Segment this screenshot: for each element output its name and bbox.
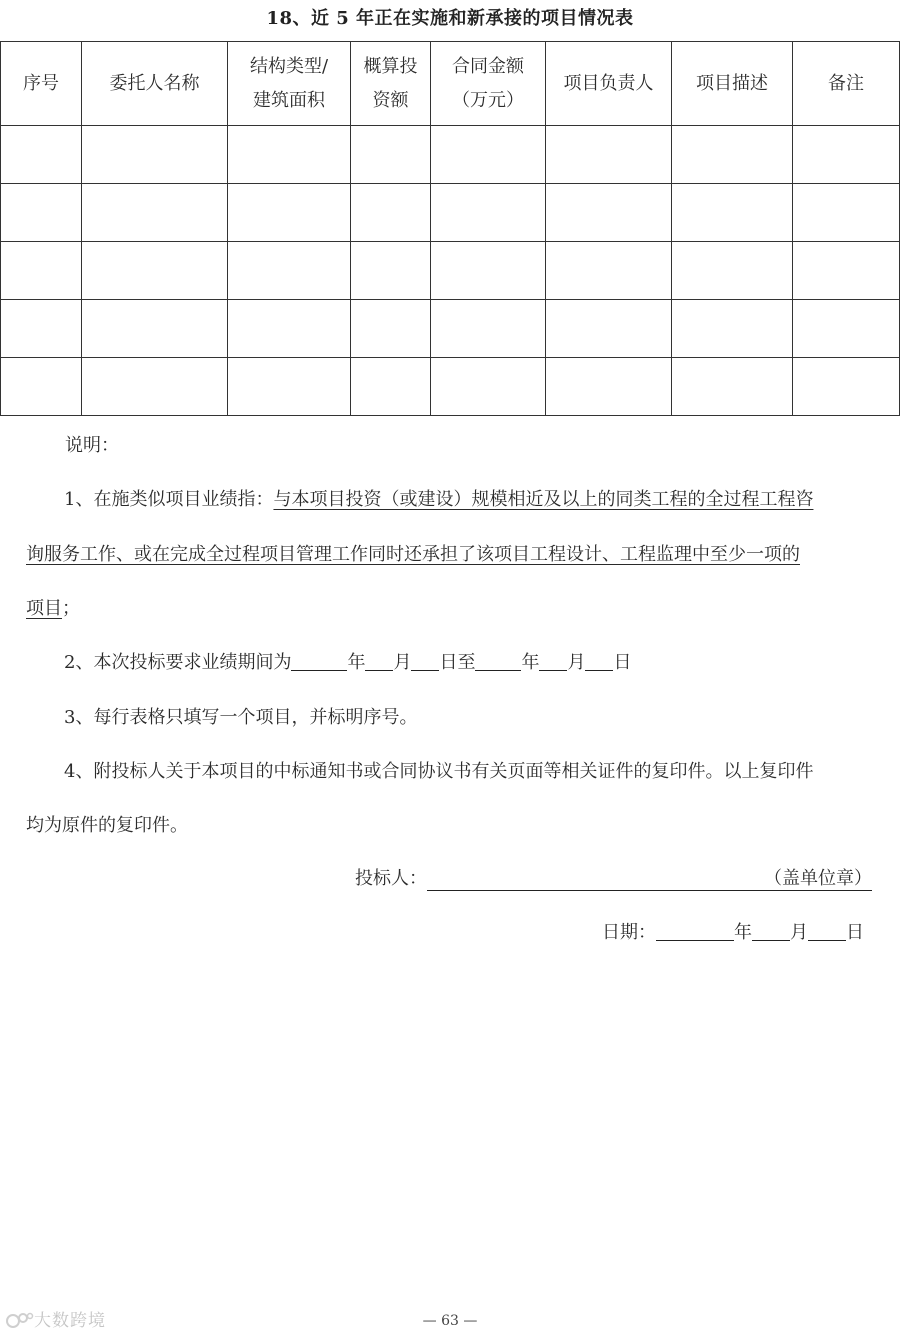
blank-sign-day[interactable] — [808, 922, 846, 941]
label-year: 年 — [347, 652, 366, 673]
blank-end-month[interactable] — [539, 652, 567, 671]
note-item-1-underlined-c: 项目 — [26, 598, 62, 619]
notes-heading: 说明： — [65, 435, 119, 456]
table-cell[interactable] — [228, 300, 351, 358]
blank-start-month[interactable] — [365, 652, 393, 671]
table-cell[interactable] — [351, 126, 431, 184]
table-cell[interactable] — [431, 242, 546, 300]
table-cell[interactable] — [793, 300, 900, 358]
table-cell[interactable] — [672, 300, 793, 358]
column-header — [82, 42, 228, 126]
table-cell[interactable] — [431, 300, 546, 358]
note-item-1-line-2 — [26, 540, 800, 566]
table-cell[interactable] — [351, 242, 431, 300]
table-cell[interactable] — [82, 126, 228, 184]
table-cell[interactable] — [546, 184, 672, 242]
column-header-line: 合同金额 — [452, 55, 524, 77]
note-item-3: 3、每行表格只填写一个项目，并标明序号。 — [64, 707, 418, 728]
sign-month-label: 月 — [790, 922, 808, 943]
table-cell[interactable] — [546, 300, 672, 358]
note-item-1-underlined-b: 询服务工作、或在完成全过程项目管理工作同时还承担了该项目工程设计、工程监理中至少一项的 — [26, 544, 800, 565]
note-item-2-prefix: 2、本次投标要求业绩期间为 — [64, 652, 292, 673]
column-header-line: 项目描述 — [696, 72, 768, 94]
table-row — [1, 242, 900, 300]
column-header — [672, 42, 793, 126]
note-item-1-underlined-a: 与本项目投资（或建设）规模相近及以上的同类工程的全过程工程咨 — [273, 489, 814, 510]
page-number: — 63 — — [422, 1313, 478, 1329]
note-item-1-end: ； — [62, 598, 80, 619]
table-cell[interactable] — [351, 300, 431, 358]
column-header-line: （万元） — [452, 89, 524, 111]
table-cell[interactable] — [546, 358, 672, 416]
note-item-1-prefix: 1、在施类似项目业绩指： — [64, 489, 274, 510]
bidder-label: 投标人： — [355, 868, 427, 889]
table-cell[interactable] — [1, 126, 82, 184]
column-header-line: 序号 — [23, 72, 59, 94]
note-item-4-line-2: 均为原件的复印件。 — [26, 815, 188, 836]
table-cell[interactable] — [1, 184, 82, 242]
bidder-line — [355, 864, 872, 891]
blank-sign-year[interactable] — [656, 922, 734, 941]
label-day-to: 日至 — [439, 652, 476, 673]
table-cell[interactable] — [672, 126, 793, 184]
seal-note: （盖单位章） — [764, 868, 872, 889]
date-label: 日期： — [602, 922, 656, 943]
label-year-2: 年 — [521, 652, 540, 673]
table-cell[interactable] — [228, 242, 351, 300]
column-header-line: 结构类型/ — [249, 55, 329, 77]
column-header — [546, 42, 672, 126]
table-cell[interactable] — [793, 358, 900, 416]
table-cell[interactable] — [1, 358, 82, 416]
table-cell[interactable] — [351, 358, 431, 416]
table-cell[interactable] — [228, 358, 351, 416]
column-header — [431, 42, 546, 126]
label-month: 月 — [393, 652, 412, 673]
column-header-line: 建筑面积 — [253, 89, 325, 111]
table-row — [1, 358, 900, 416]
column-header — [351, 42, 431, 126]
table-cell[interactable] — [672, 242, 793, 300]
note-item-4-line-1: 4、附投标人关于本项目的中标通知书或合同协议书有关页面等相关证件的复印件。以上复印件 — [64, 761, 814, 782]
column-header-line: 备注 — [828, 72, 864, 94]
table-cell[interactable] — [82, 184, 228, 242]
table-cell[interactable] — [546, 242, 672, 300]
note-item-1-line-1 — [64, 485, 813, 511]
table-cell[interactable] — [431, 358, 546, 416]
label-month-2: 月 — [567, 652, 586, 673]
watermark-text: 大数跨境 — [34, 1311, 106, 1331]
table-cell[interactable] — [793, 126, 900, 184]
table-body — [1, 126, 900, 416]
table-header-row — [1, 42, 900, 126]
table-cell[interactable] — [672, 358, 793, 416]
watermark — [6, 1306, 106, 1331]
date-line — [602, 918, 864, 944]
bidder-signature-field[interactable] — [427, 864, 872, 891]
column-header-line: 概算投 — [363, 55, 418, 77]
table-cell[interactable] — [672, 184, 793, 242]
blank-start-year[interactable] — [291, 652, 347, 671]
column-header — [1, 42, 82, 126]
column-header-line: 资额 — [372, 89, 409, 111]
table-cell[interactable] — [228, 126, 351, 184]
blank-end-year[interactable] — [475, 652, 521, 671]
sign-day-label: 日 — [846, 922, 864, 943]
column-header-line: 委托人名称 — [109, 72, 200, 94]
column-header-line: 项目负责人 — [563, 72, 654, 94]
note-item-1-line-3 — [26, 594, 80, 620]
table-cell[interactable] — [546, 126, 672, 184]
table-cell[interactable] — [431, 184, 546, 242]
table-cell[interactable] — [82, 242, 228, 300]
table-cell[interactable] — [1, 300, 82, 358]
blank-sign-month[interactable] — [752, 922, 790, 941]
label-day: 日 — [613, 652, 632, 673]
table-cell[interactable] — [431, 126, 546, 184]
table-row — [1, 300, 900, 358]
blank-end-day[interactable] — [585, 652, 613, 671]
table-cell[interactable] — [351, 184, 431, 242]
note-item-2 — [64, 648, 631, 674]
table-cell[interactable] — [793, 242, 900, 300]
watermark-logo-icon — [6, 1310, 34, 1330]
table-row — [1, 184, 900, 242]
table-cell[interactable] — [228, 184, 351, 242]
table-row — [1, 126, 900, 184]
page-title: 18、近 5 年正在实施和新承接的项目情况表 — [266, 8, 634, 29]
table-cell[interactable] — [82, 300, 228, 358]
table-cell[interactable] — [1, 242, 82, 300]
sign-year-label: 年 — [734, 922, 752, 943]
blank-start-day[interactable] — [411, 652, 439, 671]
project-table — [0, 41, 900, 416]
table-cell[interactable] — [793, 184, 900, 242]
table-cell[interactable] — [82, 358, 228, 416]
column-header — [228, 42, 351, 126]
column-header — [793, 42, 900, 126]
